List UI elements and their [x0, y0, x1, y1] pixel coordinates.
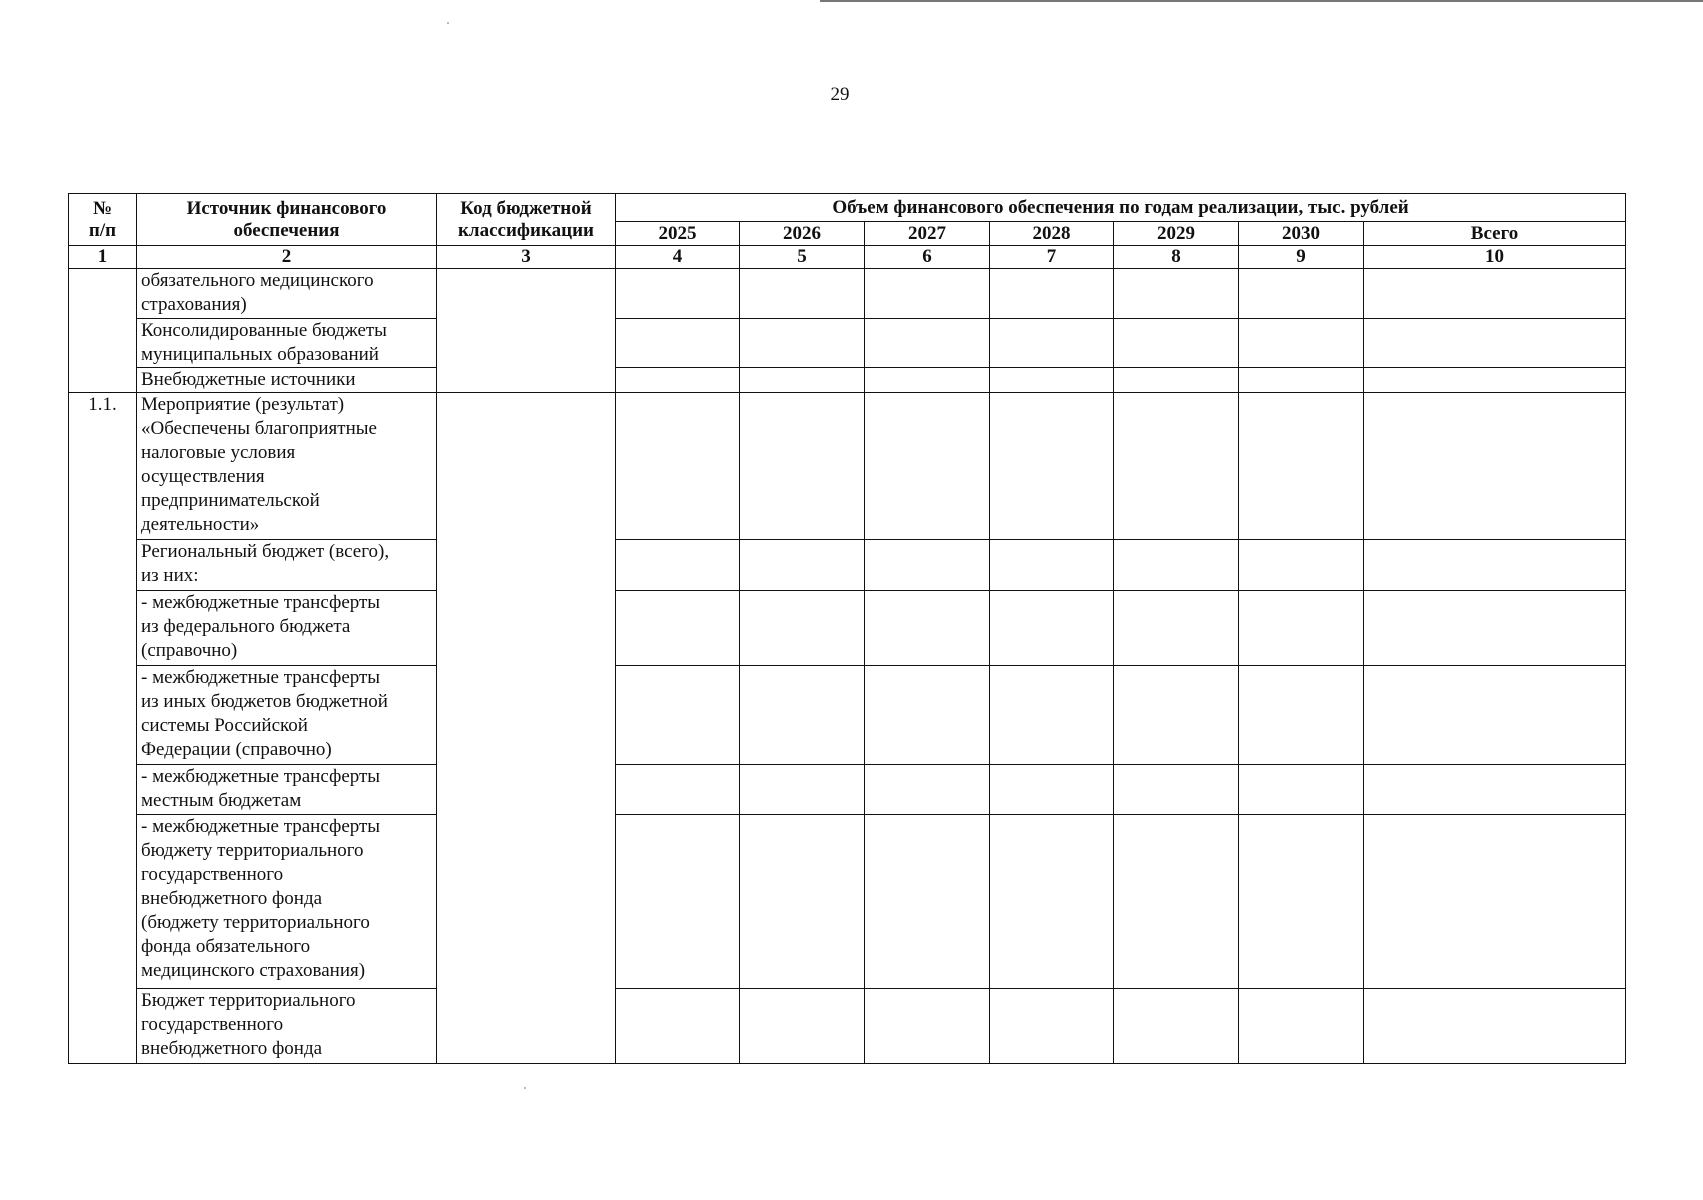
value-cell [1114, 269, 1239, 319]
value-cell [1239, 368, 1364, 393]
value-cell [616, 269, 740, 319]
value-cell [616, 540, 740, 591]
value-cell [740, 393, 865, 540]
table-row [69, 540, 1626, 591]
column-number: 2 [137, 246, 437, 269]
source-cell: Мероприятие (результат) «Обеспечены благоприятные налоговые условия осуществления предпринимательской деятельности» [137, 393, 437, 540]
financing-table [68, 193, 1626, 1064]
value-cell [1114, 989, 1239, 1064]
value-cell [865, 540, 990, 591]
column-number: 5 [740, 246, 865, 269]
value-cell [1239, 765, 1364, 815]
source-cell: Внебюджетные источники [137, 368, 437, 393]
header-year: 2025 [616, 222, 740, 246]
value-cell [1239, 393, 1364, 540]
value-cell [990, 368, 1114, 393]
value-cell [616, 591, 740, 666]
value-cell [740, 540, 865, 591]
source-cell: Бюджет территориального государственного внебюджетного фонда [137, 989, 437, 1064]
value-cell [1364, 368, 1626, 393]
table-row [69, 989, 1626, 1064]
row-number-cell [69, 269, 137, 393]
source-cell: Консолидированные бюджеты муниципальных образований [137, 319, 437, 368]
value-cell [1364, 540, 1626, 591]
row-number-cell: 1.1. [69, 393, 137, 1064]
column-number: 8 [1114, 246, 1239, 269]
scan-top-rule [820, 0, 1703, 2]
table-row [69, 368, 1626, 393]
value-cell [865, 765, 990, 815]
value-cell [1364, 591, 1626, 666]
table-row [69, 319, 1626, 368]
header-year: 2028 [990, 222, 1114, 246]
header-volume: Объем финансового обеспечения по годам реализации, тыс. рублей [616, 194, 1626, 222]
value-cell [1114, 591, 1239, 666]
value-cell [865, 815, 990, 989]
value-cell [990, 989, 1114, 1064]
source-cell: - межбюджетные трансферты бюджету территориального государственного внебюджетного фонда (бюджету территориального фонда обязательного медицинского страхования) [137, 815, 437, 989]
table-row [69, 393, 1626, 540]
value-cell [865, 393, 990, 540]
value-cell [1364, 765, 1626, 815]
value-cell [865, 989, 990, 1064]
value-cell [1114, 368, 1239, 393]
value-cell [1114, 393, 1239, 540]
value-cell [616, 989, 740, 1064]
value-cell [865, 666, 990, 765]
value-cell [990, 269, 1114, 319]
value-cell [1364, 989, 1626, 1064]
value-cell [990, 815, 1114, 989]
header-year: 2027 [865, 222, 990, 246]
header-year: 2030 [1239, 222, 1364, 246]
header-budget-code: Код бюджетной классификации [437, 194, 616, 246]
value-cell [990, 765, 1114, 815]
budget-code-cell [437, 269, 616, 393]
value-cell [1114, 319, 1239, 368]
value-cell [990, 666, 1114, 765]
column-number: 10 [1364, 246, 1626, 269]
column-number: 4 [616, 246, 740, 269]
header-source: Источник финансового обеспечения [137, 194, 437, 246]
table-row [69, 815, 1626, 989]
value-cell [1239, 815, 1364, 989]
source-cell: Региональный бюджет (всего), из них: [137, 540, 437, 591]
value-cell [990, 393, 1114, 540]
scan-speck [524, 1087, 526, 1089]
value-cell [990, 319, 1114, 368]
value-cell [740, 989, 865, 1064]
value-cell [865, 591, 990, 666]
header-num: № п/п [69, 194, 137, 246]
column-number: 7 [990, 246, 1114, 269]
value-cell [740, 269, 865, 319]
value-cell [1239, 591, 1364, 666]
value-cell [1114, 540, 1239, 591]
scan-speck [447, 22, 449, 24]
value-cell [1114, 815, 1239, 989]
value-cell [616, 368, 740, 393]
page-number: 29 [830, 84, 850, 105]
value-cell [1239, 540, 1364, 591]
value-cell [1114, 765, 1239, 815]
value-cell [990, 540, 1114, 591]
value-cell [1239, 319, 1364, 368]
value-cell [865, 319, 990, 368]
value-cell [740, 591, 865, 666]
column-number: 9 [1239, 246, 1364, 269]
budget-code-cell [437, 393, 616, 1064]
value-cell [1364, 815, 1626, 989]
header-year: 2026 [740, 222, 865, 246]
value-cell [740, 765, 865, 815]
table-row [69, 269, 1626, 319]
value-cell [1364, 393, 1626, 540]
value-cell [1364, 666, 1626, 765]
value-cell [616, 666, 740, 765]
value-cell [990, 591, 1114, 666]
source-cell: - межбюджетные трансферты местным бюджетам [137, 765, 437, 815]
value-cell [616, 319, 740, 368]
table-row [69, 666, 1626, 765]
value-cell [616, 393, 740, 540]
value-cell [1239, 269, 1364, 319]
table-row [69, 765, 1626, 815]
value-cell [616, 815, 740, 989]
value-cell [616, 765, 740, 815]
source-cell: - межбюджетные трансферты из иных бюджетов бюджетной системы Российской Федерации (справочно) [137, 666, 437, 765]
source-cell: - межбюджетные трансферты из федерального бюджета (справочно) [137, 591, 437, 666]
header-total: Всего [1364, 222, 1626, 246]
column-number: 3 [437, 246, 616, 269]
value-cell [740, 319, 865, 368]
column-number: 1 [69, 246, 137, 269]
value-cell [1114, 666, 1239, 765]
table-row [69, 591, 1626, 666]
value-cell [740, 815, 865, 989]
value-cell [1239, 989, 1364, 1064]
value-cell [740, 666, 865, 765]
value-cell [1239, 666, 1364, 765]
column-number: 6 [865, 246, 990, 269]
value-cell [1364, 269, 1626, 319]
source-cell: обязательного медицинского страхования) [137, 269, 437, 319]
value-cell [1364, 319, 1626, 368]
header-year: 2029 [1114, 222, 1239, 246]
value-cell [740, 368, 865, 393]
value-cell [865, 368, 990, 393]
value-cell [865, 269, 990, 319]
